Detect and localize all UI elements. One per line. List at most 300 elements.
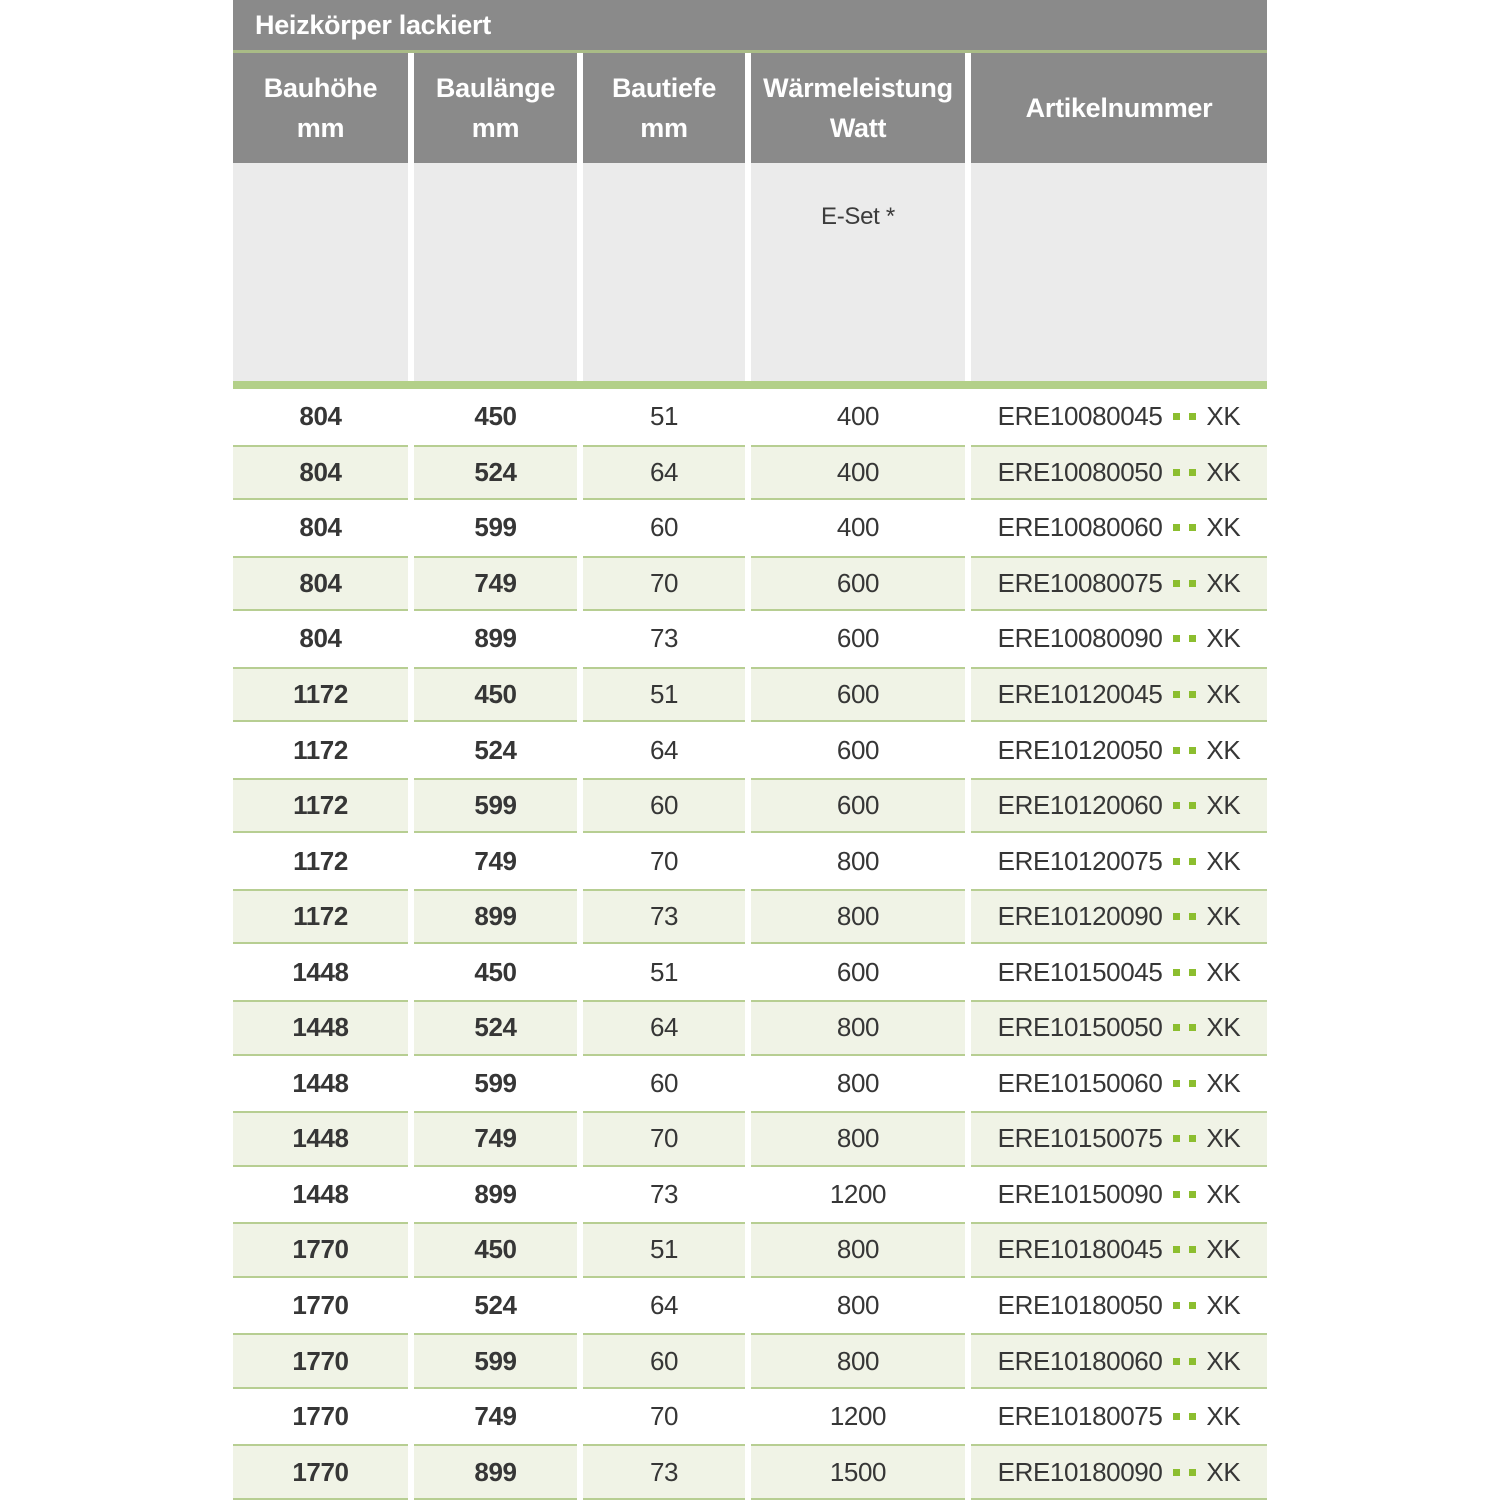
cell-waermeleistung	[751, 1222, 965, 1278]
table-row	[233, 1111, 1267, 1167]
bauhoehe-value: 804	[299, 512, 342, 543]
artikelnummer-prefix: ERE10180045	[997, 1234, 1163, 1265]
table-row	[233, 445, 1267, 501]
baulaenge-value: 450	[474, 956, 517, 987]
bauhoehe-value: 804	[299, 623, 342, 654]
wildcard-dots-icon	[1173, 969, 1196, 976]
baulaenge-value: 899	[474, 623, 517, 654]
wildcard-dots-icon	[1173, 1191, 1196, 1198]
watt-value: 1200	[829, 1178, 887, 1209]
cell-waermeleistung	[751, 389, 965, 445]
wildcard-dot-icon	[1189, 747, 1196, 754]
wildcard-dot-icon	[1189, 1302, 1196, 1309]
baulaenge-value: 524	[474, 456, 517, 487]
wildcard-dots-icon	[1173, 1080, 1196, 1087]
wildcard-dot-icon	[1189, 1135, 1196, 1142]
artikelnummer-suffix: XK	[1206, 512, 1241, 543]
watt-value: 400	[836, 512, 880, 543]
wildcard-dot-icon	[1173, 858, 1180, 865]
cell-bautiefe	[583, 1111, 745, 1167]
bautiefe-value: 60	[649, 790, 679, 821]
cell-baulaenge	[414, 1333, 577, 1389]
table-row	[233, 1389, 1267, 1445]
artikelnummer-suffix: XK	[1206, 1345, 1241, 1376]
wildcard-dot-icon	[1173, 1358, 1180, 1365]
baulaenge-value: 524	[474, 734, 517, 765]
wildcard-dot-icon	[1173, 1302, 1180, 1309]
artikelnummer-prefix: ERE10080050	[997, 456, 1163, 487]
watt-value: 800	[836, 1123, 880, 1154]
cell-bauhoehe	[233, 1000, 408, 1056]
artikelnummer-suffix: XK	[1206, 456, 1241, 487]
bautiefe-value: 64	[649, 734, 679, 765]
cell-bautiefe	[583, 667, 745, 723]
baulaenge-value: 450	[474, 679, 517, 709]
column-header-label: Bautiefe	[611, 72, 717, 103]
artikelnummer-prefix: ERE10150045	[997, 956, 1163, 987]
wildcard-dot-icon	[1189, 635, 1196, 642]
cell-waermeleistung	[751, 611, 965, 667]
table-row	[233, 1444, 1267, 1500]
artikelnummer-prefix: ERE10180075	[997, 1401, 1163, 1432]
cell-artikelnummer	[971, 1278, 1267, 1334]
cell-bauhoehe	[233, 722, 408, 778]
wildcard-dots-icon	[1173, 469, 1196, 476]
artikelnummer-suffix: XK	[1206, 1290, 1241, 1321]
cell-baulaenge	[414, 611, 577, 667]
cell-waermeleistung	[751, 1056, 965, 1112]
artikelnummer-prefix: ERE10180060	[997, 1345, 1163, 1376]
baulaenge-value: 450	[474, 1234, 517, 1265]
artikelnummer-suffix: XK	[1206, 734, 1241, 765]
artikelnummer-prefix: ERE10150050	[997, 1012, 1163, 1043]
cell-artikelnummer	[971, 611, 1267, 667]
wildcard-dots-icon	[1173, 1302, 1196, 1309]
artikelnummer-suffix: XK	[1206, 401, 1241, 432]
table-row	[233, 1278, 1267, 1334]
column-header-unit: mm	[471, 113, 520, 143]
column-header-label: Bauhöhe	[263, 72, 378, 103]
table-row	[233, 389, 1267, 445]
artikelnummer-suffix: XK	[1206, 567, 1241, 598]
wildcard-dot-icon	[1173, 691, 1180, 698]
baulaenge-value: 599	[474, 790, 517, 821]
subheader-cell-artikelnummer	[971, 163, 1267, 381]
bauhoehe-value: 1448	[292, 1067, 349, 1098]
cell-waermeleistung	[751, 889, 965, 945]
cell-baulaenge	[414, 1444, 577, 1500]
watt-value: 600	[836, 734, 880, 765]
artikelnummer-prefix: ERE10120090	[997, 901, 1163, 932]
cell-bautiefe	[583, 1278, 745, 1334]
artikelnummer-prefix: ERE10150090	[997, 1178, 1163, 1209]
artikelnummer-suffix: XK	[1206, 1234, 1241, 1265]
bautiefe-value: 60	[649, 512, 679, 543]
cell-bautiefe	[583, 500, 745, 556]
cell-bauhoehe	[233, 1222, 408, 1278]
wildcard-dot-icon	[1189, 524, 1196, 531]
cell-artikelnummer	[971, 722, 1267, 778]
cell-artikelnummer	[971, 556, 1267, 612]
baulaenge-value: 749	[474, 567, 517, 598]
wildcard-dot-icon	[1173, 1469, 1180, 1476]
cell-bauhoehe	[233, 389, 408, 445]
column-header-bauhoehe	[233, 53, 408, 163]
artikelnummer-prefix: ERE10080060	[997, 512, 1163, 543]
table-row	[233, 1000, 1267, 1056]
watt-value: 600	[836, 790, 880, 821]
wildcard-dots-icon	[1173, 1024, 1196, 1031]
bauhoehe-value: 1448	[292, 1012, 349, 1043]
cell-waermeleistung	[751, 1444, 965, 1500]
bautiefe-value: 51	[649, 679, 679, 709]
baulaenge-value: 899	[474, 1456, 517, 1487]
watt-value: 600	[836, 623, 880, 654]
wildcard-dot-icon	[1173, 413, 1180, 420]
baulaenge-value: 599	[474, 1345, 517, 1376]
column-header-label: Wärmeleistung	[763, 72, 953, 103]
subheader-cell-eset	[751, 163, 965, 381]
cell-artikelnummer	[971, 1167, 1267, 1223]
cell-baulaenge	[414, 500, 577, 556]
wildcard-dot-icon	[1173, 969, 1180, 976]
cell-artikelnummer	[971, 389, 1267, 445]
wildcard-dots-icon	[1173, 1358, 1196, 1365]
wildcard-dot-icon	[1173, 1246, 1180, 1253]
wildcard-dot-icon	[1173, 1080, 1180, 1087]
cell-waermeleistung	[751, 833, 965, 889]
cell-baulaenge	[414, 889, 577, 945]
wildcard-dots-icon	[1173, 802, 1196, 809]
baulaenge-value: 749	[474, 845, 517, 876]
bautiefe-value: 73	[649, 1456, 679, 1487]
bautiefe-value: 70	[649, 567, 679, 598]
cell-artikelnummer	[971, 1222, 1267, 1278]
product-table	[233, 0, 1267, 1500]
column-header-unit: Watt	[829, 113, 887, 143]
watt-value: 800	[836, 845, 880, 876]
table-row	[233, 667, 1267, 723]
column-header-baulaenge	[414, 53, 577, 163]
cell-bautiefe	[583, 1056, 745, 1112]
cell-baulaenge	[414, 1000, 577, 1056]
watt-value: 800	[836, 1234, 880, 1265]
cell-bauhoehe	[233, 556, 408, 612]
cell-bauhoehe	[233, 1278, 408, 1334]
cell-waermeleistung	[751, 500, 965, 556]
cell-bauhoehe	[233, 833, 408, 889]
wildcard-dots-icon	[1173, 747, 1196, 754]
table-row	[233, 722, 1267, 778]
table-title: Heizkörper lackiert	[255, 10, 491, 40]
cell-bautiefe	[583, 1000, 745, 1056]
column-header-artikelnummer	[971, 53, 1267, 163]
wildcard-dot-icon	[1189, 691, 1196, 698]
table-row	[233, 889, 1267, 945]
artikelnummer-prefix: ERE10080075	[997, 567, 1163, 598]
artikelnummer-suffix: XK	[1206, 1401, 1241, 1432]
cell-waermeleistung	[751, 667, 965, 723]
cell-waermeleistung	[751, 445, 965, 501]
cell-baulaenge	[414, 556, 577, 612]
table-row	[233, 1222, 1267, 1278]
wildcard-dot-icon	[1189, 913, 1196, 920]
cell-baulaenge	[414, 1167, 577, 1223]
cell-bautiefe	[583, 389, 745, 445]
wildcard-dots-icon	[1173, 858, 1196, 865]
baulaenge-value: 749	[474, 1401, 517, 1432]
bautiefe-value: 64	[649, 1012, 679, 1043]
wildcard-dot-icon	[1189, 1080, 1196, 1087]
artikelnummer-prefix: ERE10120060	[997, 790, 1163, 821]
wildcard-dots-icon	[1173, 1246, 1196, 1253]
table-row	[233, 611, 1267, 667]
artikelnummer-suffix: XK	[1206, 623, 1241, 654]
cell-bauhoehe	[233, 778, 408, 834]
wildcard-dot-icon	[1173, 1135, 1180, 1142]
cell-waermeleistung	[751, 1333, 965, 1389]
cell-baulaenge	[414, 445, 577, 501]
artikelnummer-suffix: XK	[1206, 901, 1241, 932]
wildcard-dot-icon	[1189, 858, 1196, 865]
eset-label: E-Set *	[821, 203, 895, 230]
watt-value: 600	[836, 567, 880, 598]
bautiefe-value: 70	[649, 1123, 679, 1154]
baulaenge-value: 899	[474, 1178, 517, 1209]
cell-waermeleistung	[751, 778, 965, 834]
artikelnummer-suffix: XK	[1206, 1012, 1241, 1043]
artikelnummer-prefix: ERE10150075	[997, 1123, 1163, 1154]
bautiefe-value: 60	[649, 1067, 679, 1098]
bautiefe-value: 51	[649, 956, 679, 987]
table-row	[233, 556, 1267, 612]
artikelnummer-suffix: XK	[1206, 1456, 1241, 1487]
wildcard-dots-icon	[1173, 913, 1196, 920]
column-header-label: Baulänge	[435, 72, 556, 103]
cell-artikelnummer	[971, 1056, 1267, 1112]
header-row	[233, 53, 1267, 163]
subheader-cell-bautiefe	[583, 163, 745, 381]
bautiefe-value: 51	[649, 1234, 679, 1265]
cell-bautiefe	[583, 445, 745, 501]
bautiefe-value: 51	[649, 401, 679, 432]
bauhoehe-value: 1770	[292, 1345, 349, 1376]
wildcard-dot-icon	[1173, 747, 1180, 754]
cell-artikelnummer	[971, 944, 1267, 1000]
cell-artikelnummer	[971, 1333, 1267, 1389]
wildcard-dot-icon	[1189, 1469, 1196, 1476]
table-row	[233, 833, 1267, 889]
cell-artikelnummer	[971, 445, 1267, 501]
cell-artikelnummer	[971, 500, 1267, 556]
cell-artikelnummer	[971, 1000, 1267, 1056]
table-row	[233, 1056, 1267, 1112]
bauhoehe-value: 1448	[292, 1178, 349, 1209]
column-header-bautiefe	[583, 53, 745, 163]
artikelnummer-suffix: XK	[1206, 679, 1241, 709]
watt-value: 800	[836, 901, 880, 932]
watt-value: 600	[836, 956, 880, 987]
cell-artikelnummer	[971, 1444, 1267, 1500]
wildcard-dot-icon	[1189, 1024, 1196, 1031]
wildcard-dots-icon	[1173, 524, 1196, 531]
wildcard-dots-icon	[1173, 635, 1196, 642]
column-header-unit: mm	[640, 113, 688, 143]
baulaenge-value: 450	[474, 401, 517, 432]
cell-waermeleistung	[751, 1278, 965, 1334]
cell-artikelnummer	[971, 833, 1267, 889]
wildcard-dot-icon	[1173, 1191, 1180, 1198]
table-row	[233, 778, 1267, 834]
cell-artikelnummer	[971, 1389, 1267, 1445]
cell-bauhoehe	[233, 1333, 408, 1389]
cell-baulaenge	[414, 944, 577, 1000]
cell-bautiefe	[583, 1333, 745, 1389]
bauhoehe-value: 1172	[293, 901, 348, 932]
baulaenge-value: 524	[474, 1290, 517, 1321]
wildcard-dot-icon	[1189, 969, 1196, 976]
watt-value: 1200	[829, 1401, 887, 1432]
cell-bauhoehe	[233, 445, 408, 501]
artikelnummer-prefix: ERE10150060	[997, 1067, 1163, 1098]
bauhoehe-value: 1448	[292, 956, 349, 987]
artikelnummer-prefix: ERE10080045	[997, 401, 1163, 432]
wildcard-dot-icon	[1189, 413, 1196, 420]
bauhoehe-value: 1770	[292, 1290, 349, 1321]
wildcard-dot-icon	[1189, 580, 1196, 587]
cell-bautiefe	[583, 1222, 745, 1278]
wildcard-dot-icon	[1189, 1358, 1196, 1365]
subheader-divider-line	[233, 381, 1267, 389]
table-row	[233, 1167, 1267, 1223]
cell-baulaenge	[414, 1222, 577, 1278]
bautiefe-value: 70	[649, 845, 679, 876]
table-body	[233, 389, 1267, 1500]
bauhoehe-value: 1172	[293, 734, 348, 765]
cell-bautiefe	[583, 778, 745, 834]
bauhoehe-value: 1172	[293, 845, 348, 876]
artikelnummer-suffix: XK	[1206, 790, 1241, 821]
bautiefe-value: 73	[649, 623, 679, 654]
bauhoehe-value: 1770	[292, 1456, 349, 1487]
cell-bauhoehe	[233, 1111, 408, 1167]
watt-value: 1500	[829, 1456, 887, 1487]
cell-bauhoehe	[233, 1167, 408, 1223]
bauhoehe-value: 1448	[292, 1123, 349, 1154]
cell-bauhoehe	[233, 1444, 408, 1500]
bauhoehe-value: 1770	[292, 1401, 349, 1432]
cell-waermeleistung	[751, 722, 965, 778]
cell-artikelnummer	[971, 667, 1267, 723]
cell-artikelnummer	[971, 778, 1267, 834]
cell-bauhoehe	[233, 889, 408, 945]
artikelnummer-prefix: ERE10080090	[997, 623, 1163, 654]
table-row	[233, 500, 1267, 556]
baulaenge-value: 599	[474, 1067, 517, 1098]
cell-baulaenge	[414, 667, 577, 723]
cell-artikelnummer	[971, 889, 1267, 945]
wildcard-dot-icon	[1173, 1413, 1180, 1420]
bautiefe-value: 64	[649, 456, 679, 487]
artikelnummer-suffix: XK	[1206, 1123, 1241, 1154]
watt-value: 800	[836, 1012, 880, 1043]
wildcard-dot-icon	[1189, 1246, 1196, 1253]
subheader-row	[233, 163, 1267, 381]
baulaenge-value: 599	[474, 512, 517, 543]
cell-baulaenge	[414, 1278, 577, 1334]
cell-waermeleistung	[751, 1000, 965, 1056]
wildcard-dots-icon	[1173, 1469, 1196, 1476]
cell-baulaenge	[414, 1111, 577, 1167]
cell-baulaenge	[414, 1389, 577, 1445]
wildcard-dot-icon	[1189, 802, 1196, 809]
cell-baulaenge	[414, 833, 577, 889]
bautiefe-value: 64	[649, 1290, 679, 1321]
cell-bautiefe	[583, 556, 745, 612]
bautiefe-value: 73	[649, 901, 679, 932]
bauhoehe-value: 1770	[292, 1234, 349, 1265]
cell-bautiefe	[583, 1444, 745, 1500]
cell-waermeleistung	[751, 1167, 965, 1223]
wildcard-dot-icon	[1173, 580, 1180, 587]
baulaenge-value: 524	[474, 1012, 517, 1043]
cell-bauhoehe	[233, 944, 408, 1000]
cell-artikelnummer	[971, 1111, 1267, 1167]
wildcard-dot-icon	[1173, 635, 1180, 642]
wildcard-dots-icon	[1173, 1135, 1196, 1142]
cell-baulaenge	[414, 389, 577, 445]
table-row	[233, 944, 1267, 1000]
column-header-unit: mm	[296, 113, 345, 143]
cell-bauhoehe	[233, 1056, 408, 1112]
watt-value: 400	[836, 456, 880, 487]
artikelnummer-prefix: ERE10120045	[997, 679, 1163, 709]
cell-bauhoehe	[233, 611, 408, 667]
bauhoehe-value: 804	[299, 567, 342, 598]
artikelnummer-suffix: XK	[1206, 1067, 1241, 1098]
subheader-cell-bauhoehe	[233, 163, 408, 381]
cell-bautiefe	[583, 833, 745, 889]
artikelnummer-prefix: ERE10120050	[997, 734, 1163, 765]
cell-bautiefe	[583, 722, 745, 778]
wildcard-dot-icon	[1173, 1024, 1180, 1031]
column-header-label: Artikelnummer	[1025, 92, 1213, 123]
cell-bauhoehe	[233, 1389, 408, 1445]
baulaenge-value: 749	[474, 1123, 517, 1154]
cell-baulaenge	[414, 722, 577, 778]
wildcard-dots-icon	[1173, 580, 1196, 587]
wildcard-dot-icon	[1173, 913, 1180, 920]
cell-bauhoehe	[233, 667, 408, 723]
subheader-cell-baulaenge	[414, 163, 577, 381]
artikelnummer-prefix: ERE10180050	[997, 1290, 1163, 1321]
artikelnummer-prefix: ERE10120075	[997, 845, 1163, 876]
cell-bautiefe	[583, 1167, 745, 1223]
cell-baulaenge	[414, 1056, 577, 1112]
wildcard-dot-icon	[1173, 524, 1180, 531]
wildcard-dot-icon	[1173, 802, 1180, 809]
column-header-waermeleistung	[751, 53, 965, 163]
cell-waermeleistung	[751, 556, 965, 612]
cell-bautiefe	[583, 1389, 745, 1445]
bauhoehe-value: 1172	[293, 790, 348, 821]
cell-waermeleistung	[751, 1389, 965, 1445]
artikelnummer-prefix: ERE10180090	[997, 1456, 1163, 1487]
bauhoehe-value: 1172	[293, 679, 348, 709]
wildcard-dot-icon	[1189, 1191, 1196, 1198]
bautiefe-value: 60	[649, 1345, 679, 1376]
cell-bautiefe	[583, 944, 745, 1000]
